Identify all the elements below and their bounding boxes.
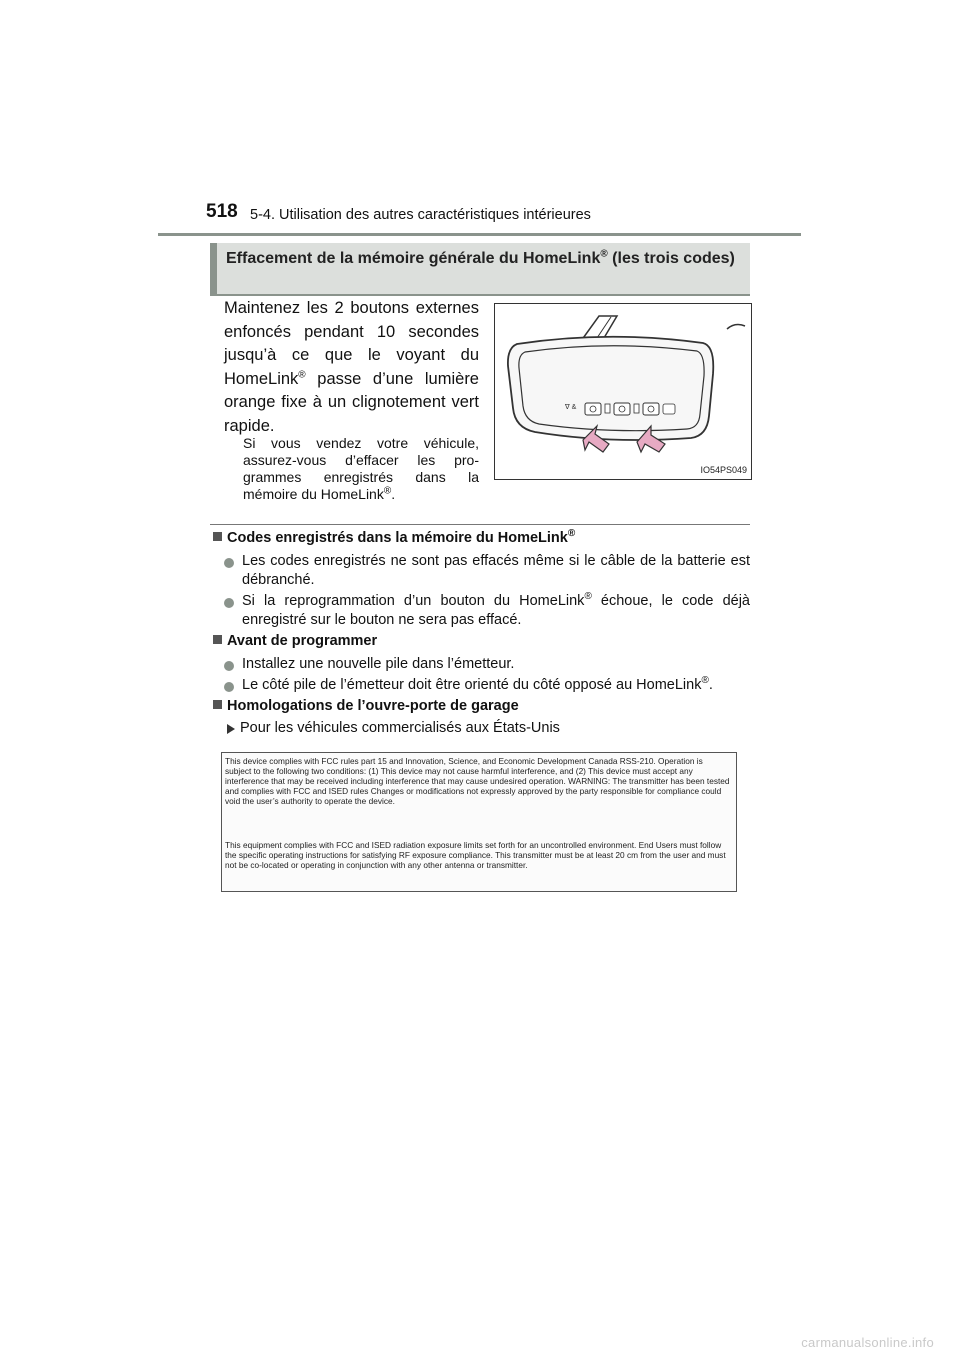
bullet-before-programming-1: Installez une nouvelle pile dans l’émetteur. — [242, 656, 515, 672]
circle-bullet-icon — [224, 598, 234, 608]
header-rule — [158, 233, 801, 236]
watermark: carmanualsonline.info — [801, 1335, 934, 1350]
circle-bullet-icon — [224, 682, 234, 692]
circle-bullet-icon — [224, 661, 234, 671]
square-marker-icon — [213, 700, 222, 709]
bullet-stored-codes-2: Si la reprogrammation d’un bouton du HomeLink® échoue, le code déjà enregistré sur le bouton ne sera pas effacé. — [242, 591, 750, 628]
rearview-mirror-icon — [495, 304, 751, 479]
page-number: 518 — [206, 201, 238, 222]
heading-homologations: Homologations de l’ouvre-porte de garage — [213, 698, 519, 714]
heading-stored-codes: Codes enregistrés dans la mémoire du HomeLink® — [213, 530, 575, 546]
square-marker-icon — [213, 635, 222, 644]
section-heading-text: Effacement de la mémoire générale du HomeLink® (les trois codes) — [226, 248, 735, 267]
circle-bullet-icon — [224, 558, 234, 568]
chapter-title: 5-4. Utilisation des autres caractéristiques intérieures — [250, 207, 591, 223]
square-marker-icon — [213, 532, 222, 541]
mirror-figure — [494, 303, 752, 480]
fcc-paragraph-2: This equipment complies with FCC and ISED radiation exposure limits set forth for an uncontrolled environment. End Users must follow the specific operating instructions for satisfying RF exposure compliance. This transmitter must be at least 20 cm from the user and must not be co-located or operating in conjunction with any other antenna or transmitter. — [225, 840, 726, 870]
bullet-stored-codes-1: Les codes enregistrés ne sont pas effacés même si le câble de la batterie est débranché. — [242, 553, 750, 588]
section-divider — [210, 524, 750, 525]
triangle-arrow-icon — [227, 724, 235, 734]
fcc-paragraph-1: This device complies with FCC rules part 15 and Innovation, Science, and Economic Development Canada RSS-210. Operation is subject to the following two conditions: (1) This device may not cause harmful interference, and (2) This device must accept any interference that may be received including interference that may cause undesired operation. WARNING: The transmitter has been tested and complies with FCC and ISED rules Changes or modifications not expressly approved by the party responsible for compliance could void the user’s authority to operate the device. — [225, 756, 730, 806]
heading-before-programming: Avant de programmer — [213, 633, 377, 649]
section-heading-bar — [210, 243, 217, 294]
figure-code: IO54PS049 — [700, 465, 747, 475]
instruction-text: Maintenez les 2 boutons externes enfoncés pendant 10 secondes jusqu’à ce que le voyant du HomeLink® passe d’une lumière orange fixe à un clignotement vert rapide. — [224, 299, 479, 435]
svg-text:∇ &: ∇ & — [565, 404, 577, 411]
bullet-before-programming-2: Le côté pile de l’émetteur doit être orienté du côté opposé au HomeLink®. — [242, 675, 713, 693]
fcc-compliance-box — [221, 752, 737, 892]
section-heading — [210, 243, 750, 296]
instruction-note: Si vous vendez votre véhicule, assurez-vous d’effacer les pro-grammes enregistrés dans la mémoire du HomeLink®. — [243, 435, 479, 502]
homologation-usa: Pour les véhicules commercialisés aux États-Unis — [240, 720, 560, 736]
